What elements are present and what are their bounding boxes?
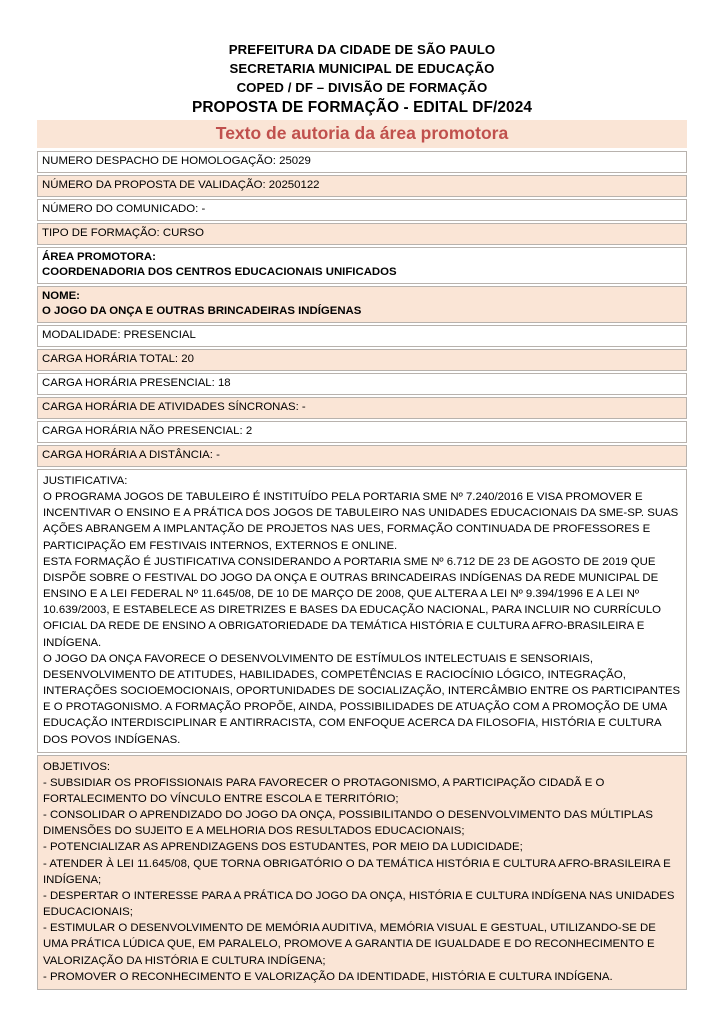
field-row [37, 151, 687, 173]
field-row [37, 247, 687, 284]
field-row-line: ÁREA PROMOTORA: [42, 251, 156, 263]
justificativa-paragraph: O JOGO DA ONÇA FAVORECE O DESENVOLVIMENTO DE ESTÍMULOS INTELECTUAIS E SENSORIAIS, DESENVOLVIMENTO DE ATITUDES, HABILIDADES, COMPETÊNCIAS E RACIOCÍNIO LÓGICO, INTEGRAÇÃO, INTERAÇÕES SOCIOEMOCIONAIS, OPORTUNIDADES DE SOCIALIZAÇÃO, INTERCÂMBIO ENTRE OS PARTICIPANTES E O PROTAGONISMO. A FORMAÇÃO PROPÕE, AINDA, POSSIBILIDADES DE ATUAÇÃO COM A PROMOÇÃO DE UMA EDUCAÇÃO INTERDISCIPLINAR E ANTIRRACISTA, COM ENFOQUE ACERCA DA FILOSOFIA, HISTÓRIA E CULTURA DOS POVOS INDÍGENAS. [43, 652, 681, 746]
field-row-line: COORDENADORIA DOS CENTROS EDUCACIONAIS UNIFICADOS [42, 266, 397, 278]
objetivos-section [37, 755, 687, 990]
field-row-line: NUMERO DESPACHO DE HOMOLOGAÇÃO: 25029 [42, 155, 311, 167]
justificativa-paragraph: ESTA FORMAÇÃO É JUSTIFICATIVA CONSIDERANDO A PORTARIA SME Nº 6.712 DE 23 DE AGOSTO DE 2019 QUE DISPÕE SOBRE O FESTIVAL DO JOGO DA ONÇA E OUTRAS BRINCADEIRAS INDÍGENAS DA REDE MUNICIPAL DE ENSINO E A LEI FEDERAL Nº 11.645/08, DE 10 DE MARÇO DE 2008, QUE ALTERA A LEI Nº 9.394/1996 E A LEI Nº 10.639/2003, E ESTABELECE AS DIRETRIZES E BASES DA EDUCAÇÃO NACIONAL, PARA INCLUIR NO CURRÍCULO OFICIAL DA REDE DE ENSINO A OBRIGATORIEDADE DA TEMÁTICA HISTÓRIA E CULTURA AFRO-BRASILEIRA E INDÍGENA. [43, 555, 662, 649]
objetivo-item: - ATENDER À LEI 11.645/08, QUE TORNA OBRIGATÓRIO O DA TEMÁTICA HISTÓRIA E CULTURA AFRO-BRASILEIRA E INDÍGENA; [43, 857, 671, 886]
field-row-line: CARGA HORÁRIA A DISTÂNCIA: - [42, 449, 220, 461]
proposal-fields-table [37, 151, 687, 467]
field-row [37, 397, 687, 419]
objetivo-item: - CONSOLIDAR O APRENDIZADO DO JOGO DA ONÇA, POSSIBILITANDO O DESENVOLVIMENTO DAS MÚLTIPLAS DIMENSÕES DO SUJEITO E A MELHORIA DOS RESULTADOS EDUCACIONAIS; [43, 809, 653, 838]
justificativa-section [37, 469, 687, 753]
field-row [37, 421, 687, 443]
field-row-line: NÚMERO DA PROPOSTA DE VALIDAÇÃO: 20250122 [42, 179, 320, 191]
objetivo-item: - PROMOVER O RECONHECIMENTO E VALORIZAÇÃO DA IDENTIDADE, HISTÓRIA E CULTURA INDÍGENA. [43, 970, 613, 983]
header-line-3: COPED / DF – DIVISÃO DE FORMAÇÃO [236, 80, 488, 95]
objetivos-label: OBJETIVOS: [43, 760, 111, 773]
field-row [37, 286, 687, 323]
field-row-line: O JOGO DA ONÇA E OUTRAS BRINCADEIRAS INDÍGENAS [42, 305, 362, 317]
objetivo-item: - POTENCIALIZAR AS APRENDIZAGENS DOS ESTUDANTES, POR MEIO DA LUDICIDADE; [43, 841, 523, 854]
justificativa-paragraph: O PROGRAMA JOGOS DE TABULEIRO É INSTITUÍDO PELA PORTARIA SME Nº 7.240/2016 E VISA PROMOVER E INCENTIVAR O ENSINO E A PRÁTICA DOS JOGOS DE TABULEIRO NAS UNIDADES EDUCACIONAIS DA SME-SP. SUAS AÇÕES ABRANGEM A IMPLANTAÇÃO DE PROJETOS NAS UES, FORMAÇÃO CONTINUADA DE PROFESSORES E PARTICIPAÇÃO EM FESTIVAIS INTERNOS, EXTERNOS E ONLINE. [43, 491, 679, 552]
header-line-2: SECRETARIA MUNICIPAL DE EDUCAÇÃO [229, 61, 495, 76]
field-row [37, 223, 687, 245]
field-row [37, 445, 687, 467]
field-row-line: TIPO DE FORMAÇÃO: CURSO [42, 227, 205, 239]
field-row-line: CARGA HORÁRIA PRESENCIAL: 18 [42, 377, 231, 389]
field-row-line: CARGA HORÁRIA DE ATIVIDADES SÍNCRONAS: - [42, 401, 306, 413]
field-row-line: MODALIDADE: PRESENCIAL [42, 329, 196, 341]
justificativa-label: JUSTIFICATIVA: [43, 475, 128, 487]
authorship-banner [37, 120, 687, 148]
document-header [0, 0, 724, 119]
field-row [37, 325, 687, 347]
field-row [37, 373, 687, 395]
field-row [37, 175, 687, 197]
field-row-line: NOME: [42, 290, 80, 302]
objetivo-item: - DESPERTAR O INTERESSE PARA A PRÁTICA DO JOGO DA ONÇA, HISTÓRIA E CULTURA INDÍGENA NAS UNIDADES EDUCACIONAIS; [43, 889, 675, 919]
authorship-banner-text: Texto de autoria da área promotora [215, 123, 509, 143]
objetivo-item: - SUBSIDIAR OS PROFISSIONAIS PARA FAVORECER O PROTAGONISMO, A PARTICIPAÇÃO CIDADÃ E O FORTALECIMENTO DO VÍNCULO ENTRE ESCOLA E TERRITÓRIO; [43, 776, 605, 805]
field-row-line: NÚMERO DO COMUNICADO: - [42, 203, 206, 215]
field-row-line: CARGA HORÁRIA TOTAL: 20 [42, 353, 194, 365]
narrative-sections [37, 469, 687, 990]
field-row-line: CARGA HORÁRIA NÃO PRESENCIAL: 2 [42, 425, 253, 437]
header-line-1: PREFEITURA DA CIDADE DE SÃO PAULO [228, 42, 496, 57]
document-title: PROPOSTA DE FORMAÇÃO - EDITAL DF/2024 [191, 99, 533, 116]
objetivo-item: - ESTIMULAR O DESENVOLVIMENTO DE MEMÓRIA AUDITIVA, MEMÓRIA VISUAL E GESTUAL, UTILIZANDO-SE DE UMA PRÁTICA LÚDICA QUE, EM PARALELO, PROMOVE A GARANTIA DE IGUALDADE E DO RECONHECIMENTO E VALORIZAÇÃO DA HISTÓRIA E CULTURA INDÍGENA; [43, 922, 656, 967]
field-row [37, 349, 687, 371]
field-row [37, 199, 687, 221]
